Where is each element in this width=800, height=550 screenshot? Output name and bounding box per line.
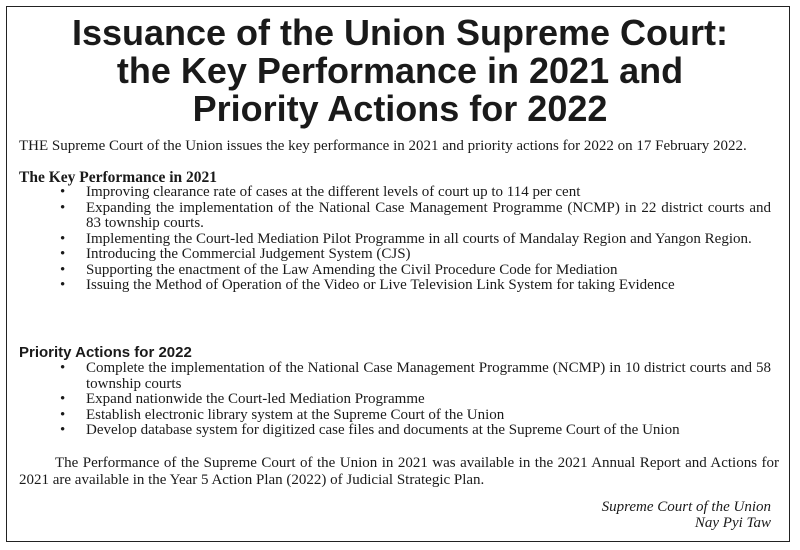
- list-item: [0, 408, 771, 424]
- bullet-icon: •: [60, 360, 66, 376]
- list-item: [0, 185, 771, 201]
- performance-heading: The Key Performance in 2021: [19, 169, 218, 186]
- list-item: [0, 263, 771, 279]
- headline-line-2: the Key Performance in 2021 and: [116, 50, 684, 91]
- bullet-icon: •: [60, 246, 66, 262]
- bullet-icon: •: [60, 199, 66, 216]
- list-item-text: Supporting the enactment of the Law Amending the Civil Procedure Code for Mediation: [86, 261, 618, 278]
- priority-list: [0, 361, 771, 439]
- performance-list: [0, 185, 771, 294]
- list-item: [0, 423, 771, 439]
- signature-location: Nay Pyi Taw: [694, 515, 771, 531]
- list-item-text: Improving clearance rate of cases at the different levels of court up to 114 per cent: [86, 184, 581, 200]
- list-item-text: Expanding the implementation of the National Case Management Programme (NCMP) in 22 district courts and 83 township courts.: [86, 199, 771, 231]
- headline-line-1: Issuance of the Union Supreme Court:: [71, 12, 729, 53]
- list-item-text: Issuing the Method of Operation of the Video or Live Television Link System for taking Evidence: [86, 277, 675, 293]
- list-item: [0, 278, 771, 294]
- list-item: [0, 232, 771, 248]
- list-item: [0, 201, 771, 232]
- signature-organization: Supreme Court of the Union: [601, 499, 771, 515]
- list-item-text: Complete the implementation of the National Case Management Programme (NCMP) in 10 district courts and 58 township courts: [86, 360, 771, 392]
- bullet-icon: •: [60, 261, 66, 278]
- list-item-text: Implementing the Court-led Mediation Pilot Programme in all courts of Mandalay Region and Yangon Region.: [86, 230, 752, 247]
- bullet-icon: •: [60, 277, 66, 293]
- intro-paragraph: THE Supreme Court of the Union issues the key performance in 2021 and priority actions for 2022 on 17 February 2022.: [19, 138, 747, 154]
- list-item: [0, 361, 771, 392]
- list-item: [0, 392, 771, 408]
- list-item: [0, 247, 771, 263]
- bullet-icon: •: [60, 406, 66, 423]
- list-item-text: Develop database system for digitized case files and documents at the Supreme Court of the Union: [86, 422, 680, 438]
- bullet-icon: •: [60, 230, 66, 247]
- priority-heading: Priority Actions for 2022: [19, 344, 192, 361]
- closing-paragraph: The Performance of the Supreme Court of the Union in 2021 was available in the 2021 Annual Report and Actions for 2021 are available in the Year 5 Action Plan (2022) of Judicial Strategic Plan.: [19, 455, 779, 488]
- list-item-text: Establish electronic library system at the Supreme Court of the Union: [86, 406, 505, 423]
- bullet-icon: •: [60, 422, 66, 438]
- list-item-text: Introducing the Commercial Judgement System (CJS): [86, 246, 411, 262]
- list-item-text: Expand nationwide the Court-led Mediation Programme: [86, 391, 425, 407]
- bullet-icon: •: [60, 391, 66, 407]
- headline-line-3: Priority Actions for 2022: [192, 88, 608, 129]
- bullet-icon: •: [60, 184, 66, 200]
